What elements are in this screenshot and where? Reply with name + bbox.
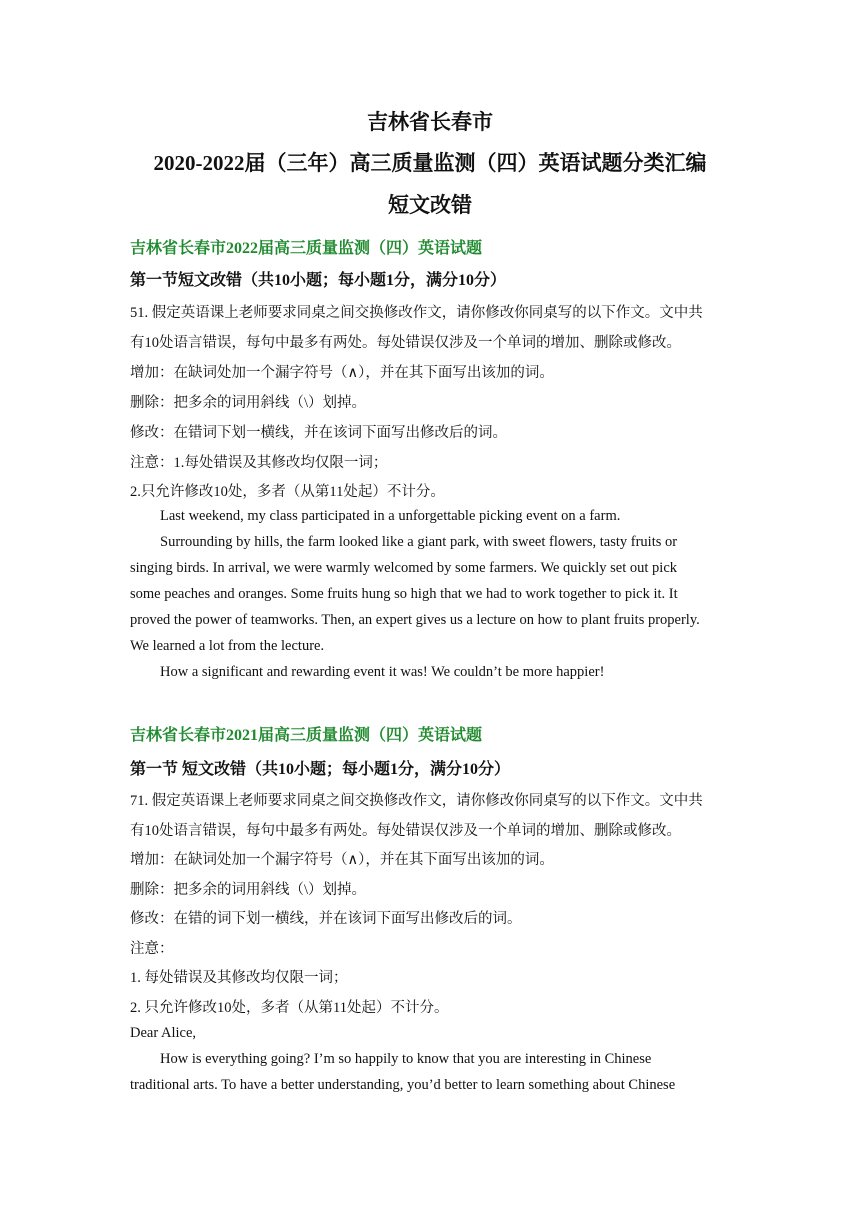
passage-line: proved the power of teamworks. Then, an expert gives us a lecture on how to plant fruits properly.	[130, 612, 700, 628]
passage-line: Surrounding by hills, the farm looked like a giant park, with sweet flowers, tasty fruits or	[160, 534, 678, 550]
passage-line: How a significant and rewarding event it was! We couldn’t be more happier!	[160, 664, 605, 680]
doc-title-topic: 短文改错	[388, 193, 472, 217]
section-heading-2021: 吉林省长春市2021届高三质量监测（四）英语试题	[130, 727, 483, 744]
instruction-line: 有10处语言错误，每句中最多有两处。每处错误仅涉及一个单词的增加、删除或修改。	[130, 823, 681, 839]
letter-greeting: Dear Alice,	[130, 1025, 197, 1041]
instruction-line: 增加：在缺词处加一个漏字符号（∧），并在其下面写出该加的词。	[130, 365, 554, 381]
instruction-line: 删除：把多余的词用斜线（\）划掉。	[130, 395, 367, 411]
instruction-line: 2. 只允许修改10处，多者（从第11处起）不计分。	[130, 1000, 449, 1016]
passage-line: Last weekend, my class participated in a unforgettable picking event on a farm.	[160, 508, 621, 524]
passage-line: traditional arts. To have a better understanding, you’d better to learn something about Chinese	[130, 1077, 676, 1093]
instruction-line: 1. 每处错误及其修改均仅限一词；	[130, 970, 348, 986]
passage-line: singing birds. In arrival, we were warmly welcomed by some farmers. We quickly set out pick	[130, 560, 677, 576]
instruction-line: 2.只允许修改10处，多者（从第11处起）不计分。	[130, 484, 445, 500]
instruction-line: 注意：1.每处错误及其修改均仅限一词；	[130, 455, 388, 471]
passage-line: How is everything going? I’m so happily to know that you are interesting in Chinese	[160, 1051, 652, 1067]
part-title-2022: 第一节短文改错（共10小题；每小题1分，满分10分）	[130, 272, 507, 289]
instruction-line: 删除：把多余的词用斜线（\）划掉。	[130, 882, 367, 898]
doc-title-region: 吉林省长春市	[367, 110, 493, 134]
instruction-line: 修改：在错词下划一横线，并在该词下面写出修改后的词。	[130, 425, 507, 441]
instruction-line: 有10处语言错误，每句中最多有两处。每处错误仅涉及一个单词的增加、删除或修改。	[130, 335, 681, 351]
part-title-2021: 第一节 短文改错（共10小题；每小题1分，满分10分）	[130, 761, 511, 778]
instruction-line: 注意：	[130, 941, 174, 957]
instruction-line: 增加：在缺词处加一个漏字符号（∧），并在其下面写出该加的词。	[130, 852, 554, 868]
section-heading-2022: 吉林省长春市2022届高三质量监测（四）英语试题	[130, 240, 483, 257]
passage-line: some peaches and oranges. Some fruits hung so high that we had to work together to pick it. It	[130, 586, 678, 602]
instruction-line: 修改：在错的词下划一横线，并在该词下面写出修改后的词。	[130, 911, 522, 927]
instruction-line: 71. 假定英语课上老师要求同桌之间交换修改作文，请你修改你同桌写的以下作文。文中共	[130, 793, 703, 809]
instruction-line: 51. 假定英语课上老师要求同桌之间交换修改作文，请你修改你同桌写的以下作文。文中共	[130, 305, 703, 321]
passage-line: We learned a lot from the lecture.	[130, 638, 325, 654]
doc-title-main: 2020-2022届（三年）高三质量监测（四）英语试题分类汇编	[153, 151, 707, 175]
